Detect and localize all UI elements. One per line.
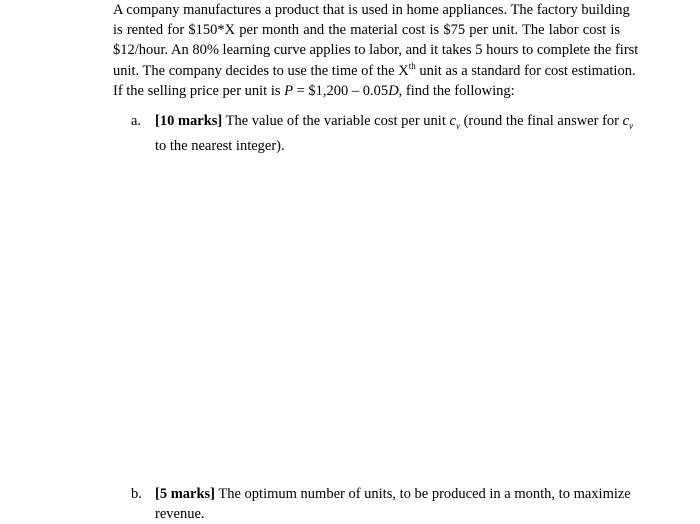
subscript-v: v	[455, 120, 460, 131]
question-marker: b.	[131, 486, 142, 502]
question-body	[155, 484, 631, 524]
question-body	[155, 111, 634, 156]
problem-text: unit. The company decides to use the time of the X	[113, 62, 409, 79]
superscript-th: th	[408, 60, 416, 71]
question-a	[131, 111, 634, 156]
problem-text: If the selling price per unit is	[113, 82, 285, 99]
subscript-v: v	[629, 120, 634, 131]
marks-label: [10 marks]	[155, 113, 223, 129]
problem-text: = $1,200 – 0.05	[293, 82, 389, 99]
problem-line	[113, 81, 620, 101]
variable-c: c	[449, 113, 456, 129]
marks-label: [5 marks]	[155, 486, 216, 502]
question-line: revenue.	[155, 506, 205, 522]
question-text: The optimum number of units, to be produced in a month, to maximize	[215, 486, 631, 502]
problem-text: unit as a standard for cost estimation.	[415, 62, 636, 79]
question-line	[155, 111, 634, 136]
variable-p: P	[284, 82, 293, 99]
question-line	[155, 484, 631, 504]
variable-d: D	[388, 82, 399, 99]
problem-text: , find the following:	[398, 82, 515, 99]
problem-line: A company manufactures a product that is used in home appliances. The factory building	[113, 2, 630, 18]
problem-statement	[113, 0, 639, 101]
question-text: The value of the variable cost per unit	[222, 113, 450, 129]
question-line: to the nearest integer).	[155, 137, 285, 154]
problem-line	[113, 60, 636, 81]
question-marker: a.	[131, 113, 142, 129]
question-b	[131, 484, 631, 524]
question-text: (round the final answer for	[459, 113, 623, 129]
problem-line: $12/hour. An 80% learning curve applies to labor, and it takes 5 hours to complete the first	[113, 42, 639, 59]
variable-c: c	[622, 113, 630, 129]
problem-line: is rented for $150*X per month and the material cost is $75 per unit. The labor cost is	[113, 22, 620, 39]
